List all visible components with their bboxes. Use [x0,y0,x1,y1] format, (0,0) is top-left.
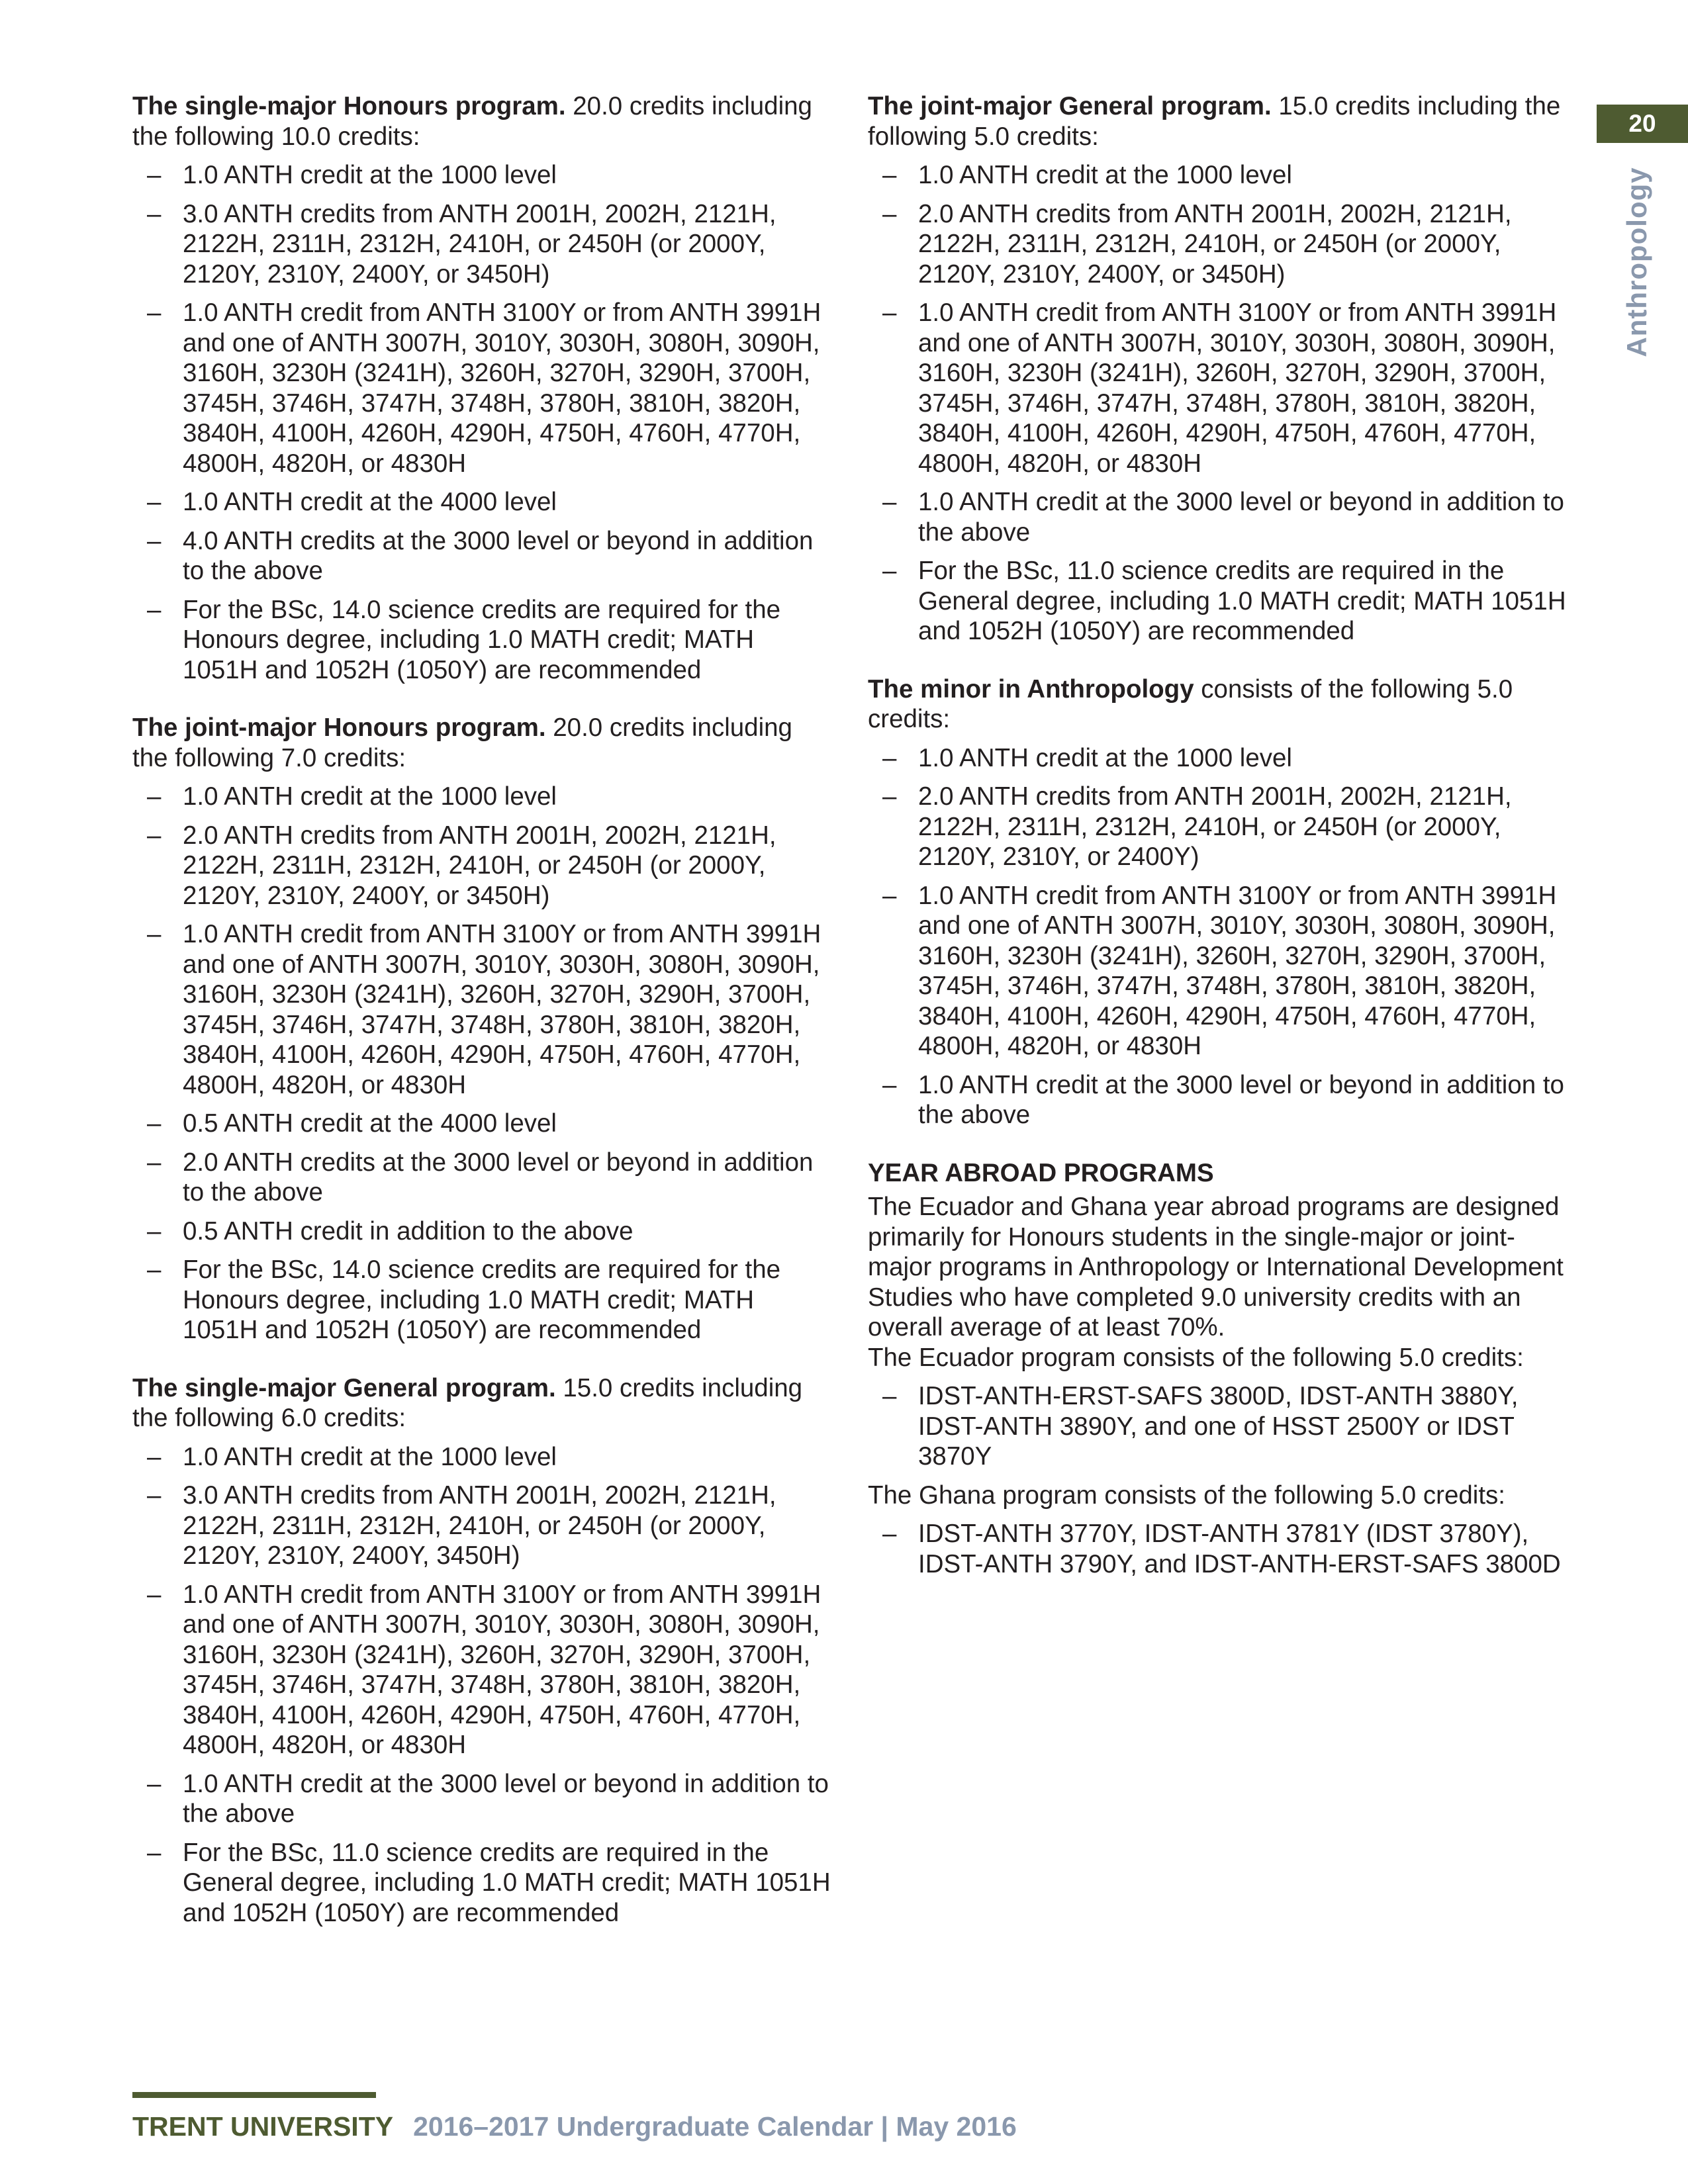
list-item: – 1.0 ANTH credit from ANTH 3100Y or from ANTH 3991H and one of ANTH 3007H, 3010Y, 3030H, 3080H, 3090H, 3160H, 3230H (3241H), 3260H, 3270H, 3290H, 3700H, 3745H, 3746H, 3747H, 3748H, 3780H, 3810H, 3820H, 3840H, 4100H, 4260H, 4290H, 4750H, 4760H, 4770H, 4800H, 4820H, or 4830H [147,298,821,478]
list-item-text: 2.0 ANTH credits from ANTH 2001H, 2002H, 2121H, 2122H, 2311H, 2312H, 2410H, or 2450H (or 2000Y, 2120Y, 2310Y, 2400Y, or 3450H) [918,199,1512,289]
list-item-text: For the BSc, 14.0 science credits are required for the Honours degree, including 1.0 MATH credit; MATH 1051H and 1052H (1050Y) are recommended [183,1255,781,1344]
footer-calendar: 2016–2017 Undergraduate Calendar | May 2016 [413,2111,1017,2142]
list-item: – For the BSc, 11.0 science credits are required in the General degree, including 1.0 MATH credit; MATH 1051H and 1052H (1050Y) are recommended [147,1838,831,1927]
year-abroad-section [868,1158,1566,1580]
section-lead: The joint-major Honours program. [132,713,546,742]
list-item: – 1.0 ANTH credit from ANTH 3100Y or from ANTH 3991H and one of ANTH 3007H, 3010Y, 3030H, 3080H, 3090H, 3160H, 3230H (3241H), 3260H, 3270H, 3290H, 3700H, 3745H, 3746H, 3747H, 3748H, 3780H, 3810H, 3820H, 3840H, 4100H, 4260H, 4290H, 4750H, 4760H, 4770H, 4800H, 4820H, or 4830H [147,920,821,1099]
list-item: – 1.0 ANTH credit from ANTH 3100Y or from ANTH 3991H and one of ANTH 3007H, 3010Y, 3030H, 3080H, 3090H, 3160H, 3230H (3241H), 3260H, 3270H, 3290H, 3700H, 3745H, 3746H, 3747H, 3748H, 3780H, 3810H, 3820H, 3840H, 4100H, 4260H, 4290H, 4750H, 4760H, 4770H, 4800H, 4820H, or 4830H [882,298,1557,478]
section-lead: The joint-major General program. [868,92,1272,120]
section-lead: The single-major General program. [132,1373,556,1402]
list-item-text: IDST-ANTH 3770Y, IDST-ANTH 3781Y (IDST 3780Y), IDST-ANTH 3790Y, and IDST-ANTH-ERST-SAFS 3800D [918,1520,1561,1578]
list-item: – For the BSc, 14.0 science credits are required for the Honours degree, including 1.0 MATH credit; MATH 1051H and 1052H (1050Y) are recommended [147,1255,781,1344]
list-item: – 1.0 ANTH credit at the 3000 level or beyond in addition to the above [147,1769,829,1828]
footer-rule [132,2092,376,2098]
list-item: – 2.0 ANTH credits from ANTH 2001H, 2002H, 2121H, 2122H, 2311H, 2312H, 2410H, or 2450H (or 2000Y, 2120Y, 2310Y, or 2400Y) [882,782,1512,871]
list-item-text: 1.0 ANTH credit from ANTH 3100Y or from ANTH 3991H and one of ANTH 3007H, 3010Y, 3030H, 3080H, 3090H, 3160H, 3230H (3241H), 3260H, 3270H, 3290H, 3700H, 3745H, 3746H, 3747H, 3748H, 3780H, 3810H, 3820H, 3840H, 4100H, 4260H, 4290H, 4750H, 4760H, 4770H, 4800H, 4820H, or 4830H [918,298,1557,478]
list-item: – For the BSc, 14.0 science credits are required for the Honours degree, including 1.0 MATH credit; MATH 1051H and 1052H (1050Y) are recommended [147,595,781,684]
list-item: – 2.0 ANTH credits from ANTH 2001H, 2002H, 2121H, 2122H, 2311H, 2312H, 2410H, or 2450H (or 2000Y, 2120Y, 2310Y, 2400Y, or 3450H) [147,821,776,910]
list-item-text: 1.0 ANTH credit at the 3000 level or beyond in addition to the above [183,1769,829,1828]
list-item: – 1.0 ANTH credit at the 1000 level [882,161,1292,189]
joint-major-general-section [868,91,1566,647]
list-item: – IDST-ANTH 3770Y, IDST-ANTH 3781Y (IDST 3780Y), IDST-ANTH 3790Y, and IDST-ANTH-ERST-SAFS 3800D [882,1520,1561,1578]
list-item: – 1.0 ANTH credit from ANTH 3100Y or from ANTH 3991H and one of ANTH 3007H, 3010Y, 3030H, 3080H, 3090H, 3160H, 3230H (3241H), 3260H, 3270H, 3290H, 3700H, 3745H, 3746H, 3747H, 3748H, 3780H, 3810H, 3820H, 3840H, 4100H, 4260H, 4290H, 4750H, 4760H, 4770H, 4800H, 4820H, or 4830H [882,881,1557,1060]
list-item-text: 0.5 ANTH credit in addition to the above [183,1216,633,1246]
requirement-list [868,160,1566,647]
list-item-text: 1.0 ANTH credit at the 4000 level [183,488,557,516]
list-item: – 4.0 ANTH credits at the 3000 level or beyond in addition to the above [147,526,814,585]
list-item: – 1.0 ANTH credit from ANTH 3100Y or from ANTH 3991H and one of ANTH 3007H, 3010Y, 3030H, 3080H, 3090H, 3160H, 3230H (3241H), 3260H, 3270H, 3290H, 3700H, 3745H, 3746H, 3747H, 3748H, 3780H, 3810H, 3820H, 3840H, 4100H, 4260H, 4290H, 4750H, 4760H, 4770H, 4800H, 4820H, or 4830H [147,1580,821,1759]
section-heading: YEAR ABROAD PROGRAMS [868,1158,1214,1187]
list-item: – For the BSc, 11.0 science credits are required in the General degree, including 1.0 MATH credit; MATH 1051H and 1052H (1050Y) are recommended [882,557,1566,645]
section-intro [868,674,1566,735]
single-major-general-section [132,1373,834,1929]
list-item: – 1.0 ANTH credit at the 1000 level [882,743,1292,772]
section-intro [868,91,1566,152]
joint-major-honours-section [132,713,834,1345]
list-item-text: 1.0 ANTH credit at the 1000 level [183,1442,557,1471]
list-item-text: For the BSc, 14.0 science credits are required for the Honours degree, including 1.0 MATH credit; MATH 1051H and 1052H (1050Y) are recommended [183,595,781,684]
list-item: – 0.5 ANTH credit in addition to the above [147,1216,633,1246]
list-item-text: 1.0 ANTH credit from ANTH 3100Y or from ANTH 3991H and one of ANTH 3007H, 3010Y, 3030H, 3080H, 3090H, 3160H, 3230H (3241H), 3260H, 3270H, 3290H, 3700H, 3745H, 3746H, 3747H, 3748H, 3780H, 3810H, 3820H, 3840H, 4100H, 4260H, 4290H, 4750H, 4760H, 4770H, 4800H, 4820H, or 4830H [918,881,1557,1060]
section-lead: The minor in Anthropology [868,674,1194,704]
section-intro-rest: 15.0 credits including the following 5.0 credits: [868,92,1561,151]
ghana-list [868,1519,1566,1579]
list-item-text: 1.0 ANTH credit at the 1000 level [918,743,1292,772]
ecuador-list [868,1381,1566,1472]
section-intro-rest: consists of the following 5.0 credits: [868,674,1513,733]
list-item-text: IDST-ANTH-ERST-SAFS 3800D, IDST-ANTH 3880Y, IDST-ANTH 3890Y, and one of HSST 2500Y or IDST 3870Y [918,1382,1519,1471]
list-item-text: 2.0 ANTH credits from ANTH 2001H, 2002H, 2121H, 2122H, 2311H, 2312H, 2410H, or 2450H (or 2000Y, 2120Y, 2310Y, 2400Y, or 3450H) [183,821,776,910]
section-intro-rest: 15.0 credits including the following 6.0 credits: [132,1373,803,1432]
list-item: – 2.0 ANTH credits from ANTH 2001H, 2002H, 2121H, 2122H, 2311H, 2312H, 2410H, or 2450H (or 2000Y, 2120Y, 2310Y, 2400Y, or 3450H) [882,199,1512,289]
section-intro-rest: 20.0 credits including the following 10.0 credits: [132,92,812,151]
list-item: – 3.0 ANTH credits from ANTH 2001H, 2002H, 2121H, 2122H, 2311H, 2312H, 2410H, or 2450H (or 2000Y, 2120Y, 2310Y, 2400Y, or 3450H) [147,199,776,289]
requirement-list [132,782,834,1345]
list-item-text: 3.0 ANTH credits from ANTH 2001H, 2002H, 2121H, 2122H, 2311H, 2312H, 2410H, or 2450H (or 2000Y, 2120Y, 2310Y, 2400Y, 3450H) [183,1481,776,1570]
list-item-text: 1.0 ANTH credit at the 1000 level [183,782,557,811]
year-abroad-intro: The Ecuador and Ghana year abroad programs are designed primarily for Honours students in the single-major or joint-major programs in Anthropology or International Development Studies who have completed 9.0 university credits with an overall average of at least 70%. [868,1193,1564,1342]
requirement-list [132,160,834,685]
list-item: – 1.0 ANTH credit at the 3000 level or beyond in addition to the above [882,488,1564,547]
list-item: – 3.0 ANTH credits from ANTH 2001H, 2002H, 2121H, 2122H, 2311H, 2312H, 2410H, or 2450H (or 2000Y, 2120Y, 2310Y, 2400Y, 3450H) [147,1481,776,1570]
list-item-text: 1.0 ANTH credit from ANTH 3100Y or from ANTH 3991H and one of ANTH 3007H, 3010Y, 3030H, 3080H, 3090H, 3160H, 3230H (3241H), 3260H, 3270H, 3290H, 3700H, 3745H, 3746H, 3747H, 3748H, 3780H, 3810H, 3820H, 3840H, 4100H, 4260H, 4290H, 4750H, 4760H, 4770H, 4800H, 4820H, or 4830H [183,298,821,478]
single-major-honours-section [132,91,834,685]
list-item-text: 1.0 ANTH credit from ANTH 3100Y or from ANTH 3991H and one of ANTH 3007H, 3010Y, 3030H, 3080H, 3090H, 3160H, 3230H (3241H), 3260H, 3270H, 3290H, 3700H, 3745H, 3746H, 3747H, 3748H, 3780H, 3810H, 3820H, 3840H, 4100H, 4260H, 4290H, 4750H, 4760H, 4770H, 4800H, 4820H, or 4830H [183,1580,821,1759]
list-item: – 0.5 ANTH credit at the 4000 level [147,1109,557,1138]
list-item-text: 1.0 ANTH credit from ANTH 3100Y or from ANTH 3991H and one of ANTH 3007H, 3010Y, 3030H, 3080H, 3090H, 3160H, 3230H (3241H), 3260H, 3270H, 3290H, 3700H, 3745H, 3746H, 3747H, 3748H, 3780H, 3810H, 3820H, 3840H, 4100H, 4260H, 4290H, 4750H, 4760H, 4770H, 4800H, 4820H, or 4830H [183,920,821,1099]
list-item: – 2.0 ANTH credits at the 3000 level or beyond in addition to the above [147,1148,814,1206]
left-column [132,91,834,1956]
list-item: – 1.0 ANTH credit at the 1000 level [147,161,557,189]
list-item-text: 0.5 ANTH credit at the 4000 level [183,1109,557,1138]
list-item: – 1.0 ANTH credit at the 1000 level [147,1442,557,1471]
ghana-intro: The Ghana program consists of the following 5.0 credits: [868,1480,1505,1510]
list-item: – 1.0 ANTH credit at the 1000 level [147,782,557,811]
page-number-tab: 20 [1597,105,1688,143]
requirement-list [132,1442,834,1929]
list-item-text: 1.0 ANTH credit at the 1000 level [183,161,557,189]
section-lead: The single-major Honours program. [132,92,566,120]
requirement-list [868,743,1566,1130]
section-intro [132,91,834,152]
page-footer [132,2111,1017,2142]
list-item-text: For the BSc, 11.0 science credits are required in the General degree, including 1.0 MATH credit; MATH 1051H and 1052H (1050Y) are recommended [918,557,1566,645]
footer-university: TRENT UNIVERSITY [132,2111,394,2142]
list-item-text: 1.0 ANTH credit at the 1000 level [918,161,1292,189]
list-item-text: 1.0 ANTH credit at the 3000 level or beyond in addition to the above [918,488,1564,547]
list-item-text: 2.0 ANTH credits at the 3000 level or beyond in addition to the above [183,1148,814,1206]
section-intro [132,1373,834,1433]
list-item-text: 1.0 ANTH credit at the 3000 level or beyond in addition to the above [918,1070,1564,1129]
list-item-text: 2.0 ANTH credits from ANTH 2001H, 2002H, 2121H, 2122H, 2311H, 2312H, 2410H, or 2450H (or 2000Y, 2120Y, 2310Y, or 2400Y) [918,782,1512,871]
list-item: – 1.0 ANTH credit at the 3000 level or beyond in addition to the above [882,1070,1564,1129]
list-item: – 1.0 ANTH credit at the 4000 level [147,488,557,516]
section-intro-rest: 20.0 credits including the following 7.0 credits: [132,713,792,772]
section-side-label: Anthropology [1621,167,1652,357]
ecuador-intro: The Ecuador program consists of the following 5.0 credits: [868,1343,1524,1372]
list-item-text: 4.0 ANTH credits at the 3000 level or beyond in addition to the above [183,526,814,585]
list-item-text: For the BSc, 11.0 science credits are required in the General degree, including 1.0 MATH credit; MATH 1051H and 1052H (1050Y) are recommended [183,1838,831,1927]
list-item-text: 3.0 ANTH credits from ANTH 2001H, 2002H, 2121H, 2122H, 2311H, 2312H, 2410H, or 2450H (or 2000Y, 2120Y, 2310Y, 2400Y, or 3450H) [183,199,776,289]
section-intro [132,713,834,773]
right-column [868,91,1566,1607]
minor-section [868,674,1566,1130]
list-item: – IDST-ANTH-ERST-SAFS 3800D, IDST-ANTH 3880Y, IDST-ANTH 3890Y, and one of HSST 2500Y or IDST 3870Y [882,1382,1519,1471]
